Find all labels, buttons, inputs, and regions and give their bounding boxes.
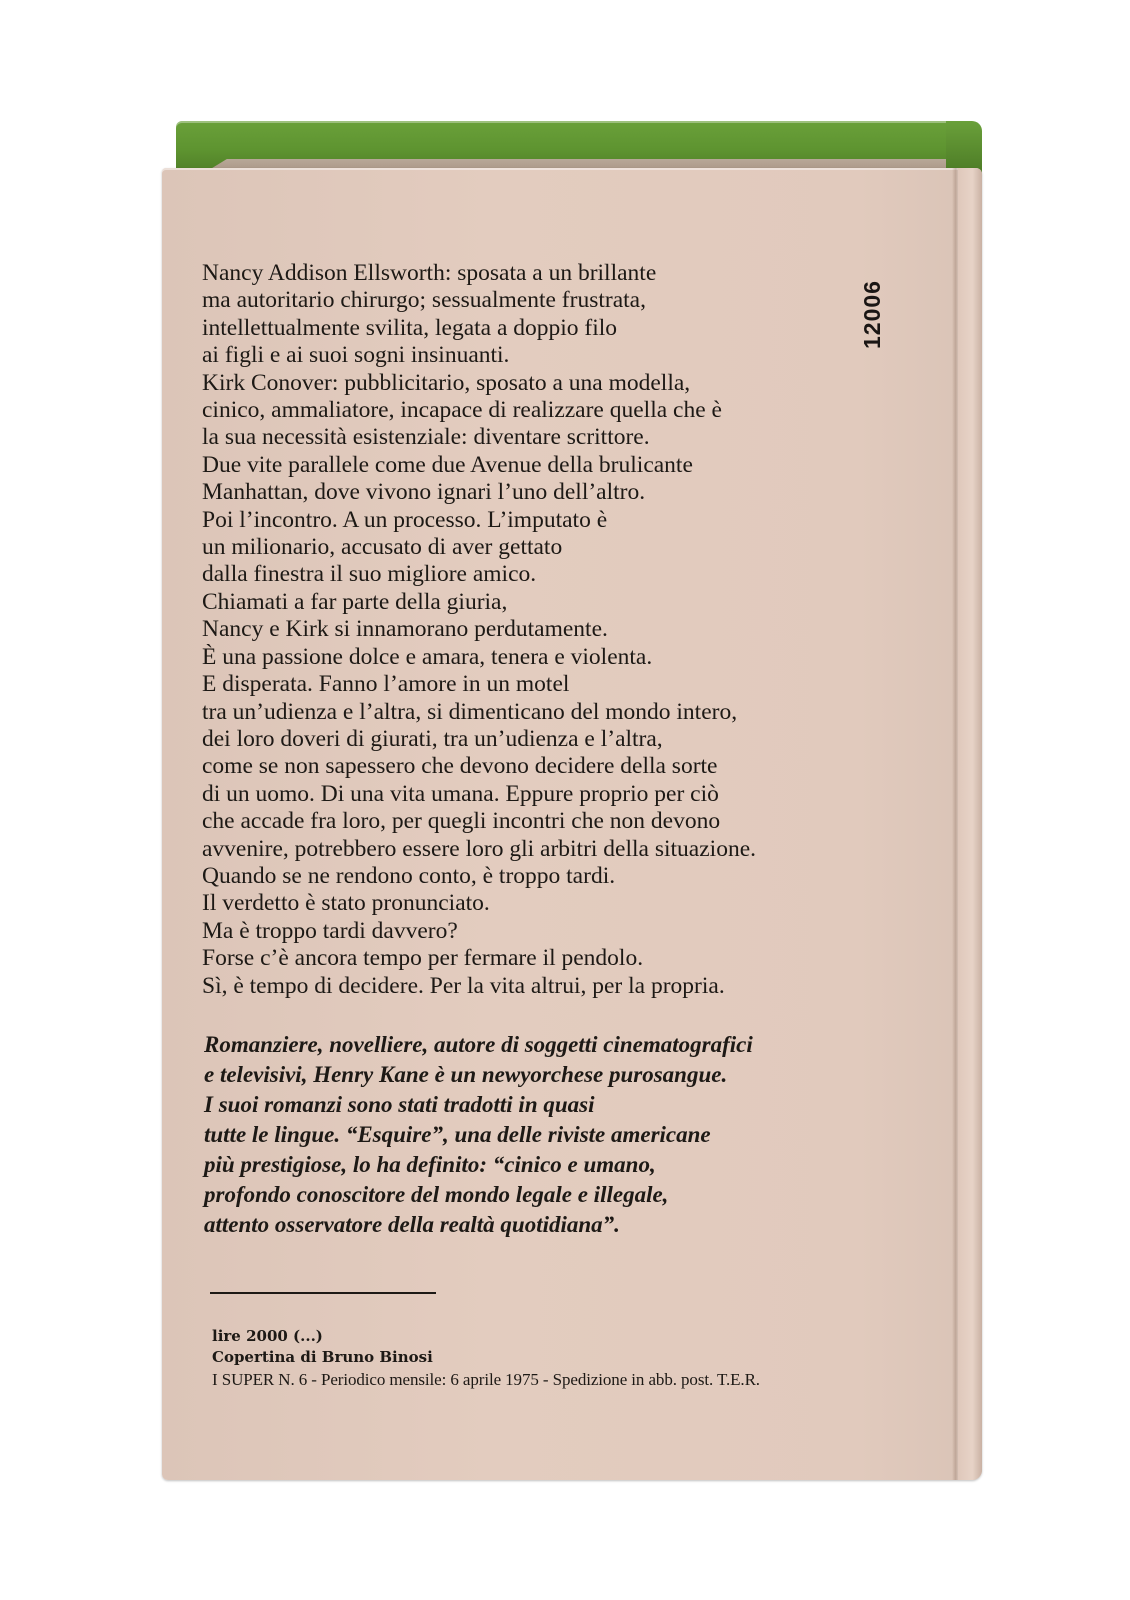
synopsis-line: un milionario, accusato di aver gettato [202,534,563,561]
synopsis-line: tra un’udienza e l’altra, si dimenticano del mondo intero, [202,698,738,725]
author-bio-line: Romanziere, novelliere, autore di soggetti cinematografici [204,1032,753,1057]
credits [212,1326,433,1368]
synopsis-line: come se non sapessero che devono decidere della sorte [202,753,718,780]
synopsis-line: Manhattan, dove vivono ignari l’uno dell’altro. [202,479,646,506]
synopsis-line: ai figli e ai suoi sogni insinuanti. [202,342,510,369]
author-bio-line: tutte le lingue. “Esquire”, una delle riviste americane [204,1122,711,1147]
author-bio [204,1030,944,1240]
price-label: lire 2000 (...) [212,1327,323,1345]
synopsis-blurb [202,260,922,1000]
synopsis-line: Ma è troppo tardi davvero? [202,917,458,944]
synopsis-line: avvenire, potrebbero essere loro gli arbitri della situazione. [202,835,756,862]
synopsis-line: Nancy e Kirk si innamorano perdutamente. [202,616,608,643]
synopsis-line: intellettualmente svilita, legata a doppio filo [202,314,618,341]
synopsis-line: cinico, ammaliatore, incapace di realizzare quella che è [202,397,722,424]
synopsis-line: Nancy Addison Ellsworth: sposata a un brillante [202,260,657,286]
synopsis-line: Quando se ne rendono conto, è troppo tardi. [202,862,616,889]
divider-rule [210,1292,436,1294]
synopsis-line: Sì, è tempo di decidere. Per la vita altrui, per la propria. [202,972,725,999]
book-top-edge-corner [946,121,982,173]
book-top-edge [176,121,976,173]
synopsis-line: Chiamati a far parte della giuria, [202,588,508,615]
synopsis-line: Il verdetto è stato pronunciato. [202,890,490,917]
spine-edge [958,168,982,1480]
back-cover [162,168,982,1480]
author-bio-line: profondo conoscitore del mondo legale e illegale, [204,1182,669,1207]
synopsis-line: dalla finestra il suo migliore amico. [202,561,537,588]
synopsis-line: E disperata. Fanno l’amore in un motel [202,671,570,698]
author-bio-line: I suoi romanzi sono stati tradotti in quasi [204,1092,595,1117]
synopsis-line: di un uomo. Di una vita umana. Eppure proprio per ciò [202,780,719,807]
synopsis-line: che accade fra loro, per quegli incontri che non devono [202,808,721,835]
author-bio-line: e televisivi, Henry Kane è un newyorchese purosangue. [204,1062,728,1087]
cover-artist-credit: Copertina di Bruno Binosi [212,1348,433,1366]
synopsis-line: Poi l’incontro. A un processo. L’imputato è [202,506,608,533]
synopsis-line: Due vite parallele come due Avenue della brulicante [202,451,693,478]
author-bio-line: più prestigiose, lo ha definito: “cinico e umano, [204,1152,656,1177]
synopsis-line: dei loro doveri di giurati, tra un’udienza e l’altra, [202,725,663,752]
synopsis-line: È una passione dolce e amara, tenera e violenta. [202,643,653,670]
synopsis-line: Kirk Conover: pubblicitario, sposato a una modella, [202,369,691,396]
synopsis-line: la sua necessità esistenziale: diventare scrittore. [202,424,650,451]
author-bio-line: attento osservatore della realtà quotidiana”. [204,1212,620,1237]
synopsis-line: ma autoritario chirurgo; sessualmente frustrata, [202,287,646,314]
periodical-info: I SUPER N. 6 - Periodico mensile: 6 aprile 1975 - Spedizione in abb. post. T.E.R. [212,1370,760,1389]
catalog-number-text: 12006 [858,279,885,349]
synopsis-line: Forse c’è ancora tempo per fermare il pendolo. [202,945,644,972]
